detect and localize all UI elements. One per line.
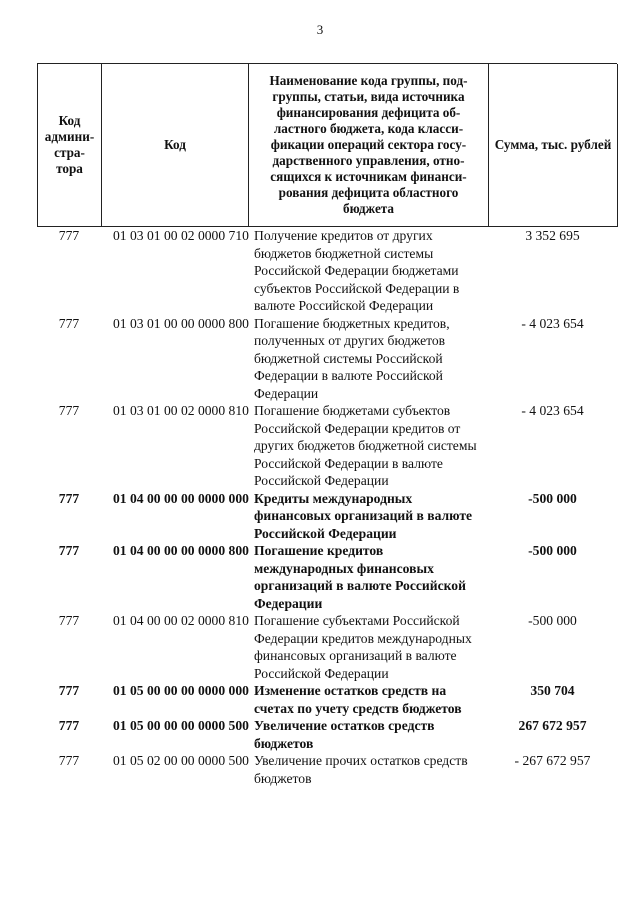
amount-cell: - 267 672 957 [514,753,591,768]
table-row [37,227,617,315]
amount-cell: - 4 023 654 [521,315,584,331]
name-cell: Увеличение остатков средств бюджетов [254,718,435,751]
name-cell: Погашение кредитов международных финансовых организаций в валюте Российской Федерации [254,543,466,611]
table-row [37,682,617,717]
amount-cell: - 4 023 654 [521,403,584,418]
name-cell: Кредиты международных финансовых организаций в валюте Российской Федерации [254,490,473,541]
name-cell: Погашение бюджетных кредитов, полученных от других бюджетов бюджетной системы Российской Федерации в валюте Российской Федерации [254,315,450,401]
amount-cell: -500 000 [528,613,577,628]
amount-cell: -500 000 [528,490,577,506]
name-cell: Погашение бюджетами субъектов Российской Федерации кредитов от других бюджетов бюджетной системы Российской Федерации в валюте Российской Федерации [254,403,477,488]
amount-cell: 267 672 957 [518,718,587,733]
name-cell: Получение кредитов от других бюджетов бюджетной системы Российской Федерации бюджетами субъектов Российской Федерации в валюте Российской Федерации [254,228,460,313]
code-cell: 01 03 01 00 02 0000 710 [113,228,249,243]
admin-code-cell: 777 [58,543,80,558]
code-cell: 01 04 00 00 00 0000 000 [113,490,249,506]
page-number: 3 [316,22,324,37]
table-row [37,490,617,543]
amount-cell: 350 704 [530,683,575,698]
header-amount: Сумма, тыс. рублей [489,64,618,227]
admin-code-cell: 777 [58,228,80,243]
code-cell: 01 03 01 00 02 0000 810 [113,403,249,418]
code-cell: 01 05 02 00 00 0000 500 [113,753,249,768]
table-row [37,315,617,403]
table-header [37,63,617,227]
header-name: Наименование кода группы, под-группы, статьи, вида источника финансирования дефицита об-ластного бюджета, кода класси-фикации операций сектора госу-дарственного управления, отно-сящихся к источникам финанси-рования дефицита областного бюджета [249,64,489,227]
code-cell: 01 03 01 00 00 0000 800 [113,315,249,331]
header-code: Код [102,64,249,227]
table-row [37,752,617,787]
code-cell: 01 05 00 00 00 0000 500 [113,718,249,733]
admin-code-cell: 777 [58,718,80,733]
table-row [37,612,617,682]
header-admin-code: Код админи-стра-тора [38,64,102,227]
admin-code-cell: 777 [58,613,80,628]
table-body [37,227,617,787]
name-cell: Увеличение прочих остатков средств бюджетов [254,753,468,786]
name-cell: Погашение субъектами Российской Федерации кредитов международных финансовых организаций в валюте Российской Федерации [254,613,472,681]
amount-cell: 3 352 695 [525,228,580,243]
code-cell: 01 05 00 00 00 0000 000 [113,683,249,698]
table-row [37,542,617,612]
code-cell: 01 04 00 00 00 0000 800 [113,543,249,558]
code-cell: 01 04 00 00 02 0000 810 [113,613,249,628]
admin-code-cell: 777 [58,683,80,698]
admin-code-cell: 777 [58,490,80,506]
name-cell: Изменение остатков средств на счетах по учету средств бюджетов [254,683,462,716]
admin-code-cell: 777 [58,403,80,418]
admin-code-cell: 777 [58,315,80,331]
budget-sources-table [37,63,617,787]
table-row [37,717,617,752]
amount-cell: -500 000 [528,543,577,558]
admin-code-cell: 777 [58,753,80,768]
table-row [37,402,617,490]
